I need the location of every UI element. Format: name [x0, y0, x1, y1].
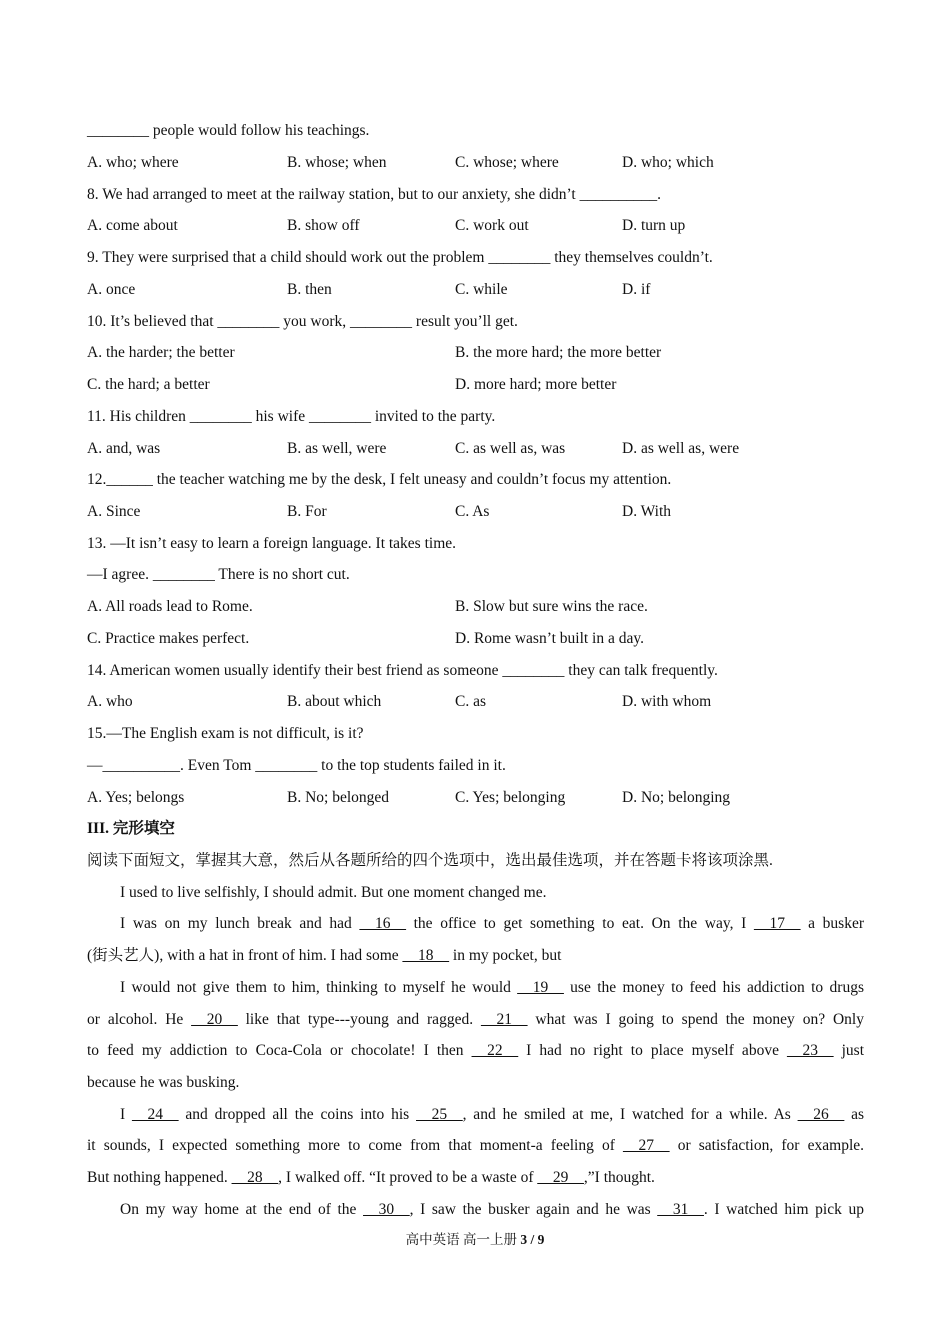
q15-option-c: C. Yes; belonging	[455, 789, 566, 806]
q9-stem: 9. They were surprised that a child should work out the problem ________ they themselves couldn’t.	[87, 249, 713, 266]
q14-option-d: D. with whom	[622, 693, 712, 710]
q10-option-a: A. the harder; the better	[87, 344, 235, 361]
q7-stem-tail: ________ people would follow his teachings.	[87, 122, 370, 139]
page-number: 3	[520, 1232, 528, 1247]
passage-line: I would not give them to him, thinking to myself he would __19__ use the money to feed his addiction to drugs	[120, 979, 864, 996]
q8-option-b: B. show off	[287, 217, 360, 234]
q8-option-a: A. come about	[87, 217, 178, 234]
section-instruction: 阅读下面短文，掌握其大意，然后从各题所给的四个选项中，选出最佳选项，并在答题卡将该项涂黑.	[87, 852, 773, 869]
q13-reply: —I agree. ________ There is no short cut.	[87, 566, 350, 583]
q13-option-a: A. All roads lead to Rome.	[87, 598, 253, 615]
q9-option-c: C. while	[455, 281, 508, 298]
passage-line: I __24__ and dropped all the coins into his __25__, and he smiled at me, I watched for a while. As __26__ as	[120, 1106, 864, 1123]
q11-option-b: B. as well, were	[287, 440, 387, 457]
q15-option-a: A. Yes; belongs	[87, 789, 185, 806]
q11-stem: 11. His children ________ his wife ________ invited to the party.	[87, 408, 496, 425]
q12-stem: 12.______ the teacher watching me by the desk, I felt uneasy and couldn’t focus my attention.	[87, 471, 672, 488]
q8-option-c: C. work out	[455, 217, 529, 234]
blank-16: __16__	[359, 915, 406, 932]
q14-option-b: B. about which	[287, 693, 382, 710]
q10-option-d: D. more hard; more better	[455, 376, 617, 393]
q11-option-d: D. as well as, were	[622, 440, 740, 457]
passage-line: (街头艺人), with a hat in front of him. I had some __18__ in my pocket, but	[87, 947, 562, 964]
blank-29: __29__	[537, 1169, 584, 1186]
q7-option-d: D. who; which	[622, 154, 714, 171]
q14-stem: 14. American women usually identify their best friend as someone ________ they can talk frequently.	[87, 662, 718, 679]
q7-option-b: B. whose; when	[287, 154, 387, 171]
section-heading: III. 完形填空	[87, 820, 175, 837]
page-footer: 高中英语 高一上册 3 / 9	[405, 1232, 545, 1247]
q10-option-b: B. the more hard; the more better	[455, 344, 662, 361]
passage-line: I was on my lunch break and had __16__ the office to get something to eat. On the way, I __17__ a busker	[120, 915, 864, 932]
q11-option-c: C. as well as, was	[455, 440, 566, 457]
q12-option-c: C. As	[455, 503, 490, 520]
q8-stem: 8. We had arranged to meet at the railway station, but to our anxiety, she didn’t __________.	[87, 186, 661, 203]
q15-reply: —__________. Even Tom ________ to the top students failed in it.	[87, 757, 506, 774]
passage-paragraph-1: I used to live selfishly, I should admit. But one moment changed me.	[120, 884, 547, 901]
q13-option-c: C. Practice makes perfect.	[87, 630, 250, 647]
q8-option-d: D. turn up	[622, 217, 686, 234]
q14-option-a: A. who	[87, 693, 133, 710]
blank-28: __28__	[231, 1169, 279, 1186]
passage-line: because he was busking.	[87, 1074, 240, 1091]
q12-option-d: D. With	[622, 503, 672, 520]
blank-21: __21__	[480, 1011, 528, 1028]
q14-option-c: C. as	[455, 693, 486, 710]
q9-option-a: A. once	[87, 281, 136, 298]
blank-17: __17__	[753, 915, 801, 932]
passage-line: to feed my addiction to Coca-Cola or chocolate! I then __22__ I had no right to place myself above __23__ just	[87, 1042, 864, 1059]
q7-option-a: A. who; where	[87, 154, 179, 171]
q15-option-b: B. No; belonged	[287, 789, 390, 806]
blank-24: __24__	[132, 1106, 179, 1123]
q11-option-a: A. and, was	[87, 440, 161, 457]
q9-option-d: D. if	[622, 281, 651, 298]
q15-option-d: D. No; belonging	[622, 789, 731, 806]
blank-26: __26__	[797, 1106, 845, 1123]
q9-option-b: B. then	[287, 281, 332, 298]
blank-19: __19__	[517, 979, 564, 996]
passage-line: But nothing happened. __28__, I walked off. “It proved to be a waste of __29__,”I thought.	[87, 1169, 655, 1186]
q13-option-d: D. Rome wasn’t built in a day.	[455, 630, 644, 647]
q7-option-c: C. whose; where	[455, 154, 559, 171]
blank-31: __31__	[657, 1201, 704, 1218]
footer-label: 高中英语 高一上册	[405, 1232, 521, 1247]
passage-line: it sounds, I expected something more to come from that moment-a feeling of __27__ or satisfaction, for example.	[87, 1137, 865, 1154]
q10-option-c: C. the hard; a better	[87, 376, 210, 393]
q12-option-a: A. Since	[87, 503, 141, 520]
blank-22: __22__	[471, 1042, 519, 1059]
q15-stem: 15.—The English exam is not difficult, is it?	[87, 725, 364, 742]
q12-option-b: B. For	[287, 503, 327, 520]
blank-25: __25__	[416, 1106, 463, 1123]
passage-line: or alcohol. He __20__ like that type---young and ragged. __21__ what was I going to spend the money on? Only	[87, 1011, 864, 1028]
blank-20: __20__	[191, 1011, 238, 1028]
passage-line: On my way home at the end of the __30__, I saw the busker again and he was __31__. I watched him pick up	[120, 1201, 864, 1218]
blank-27: __27__	[623, 1137, 670, 1154]
q13-stem: 13. —It isn’t easy to learn a foreign language. It takes time.	[87, 535, 457, 552]
blank-18: __18__	[402, 947, 450, 964]
page-total: 9	[537, 1232, 545, 1247]
blank-30: __30__	[363, 1201, 410, 1218]
q10-stem: 10. It’s believed that ________ you work, ________ result you’ll get.	[87, 313, 518, 330]
q13-option-b: B. Slow but sure wins the race.	[455, 598, 648, 615]
blank-23: __23__	[787, 1042, 834, 1059]
